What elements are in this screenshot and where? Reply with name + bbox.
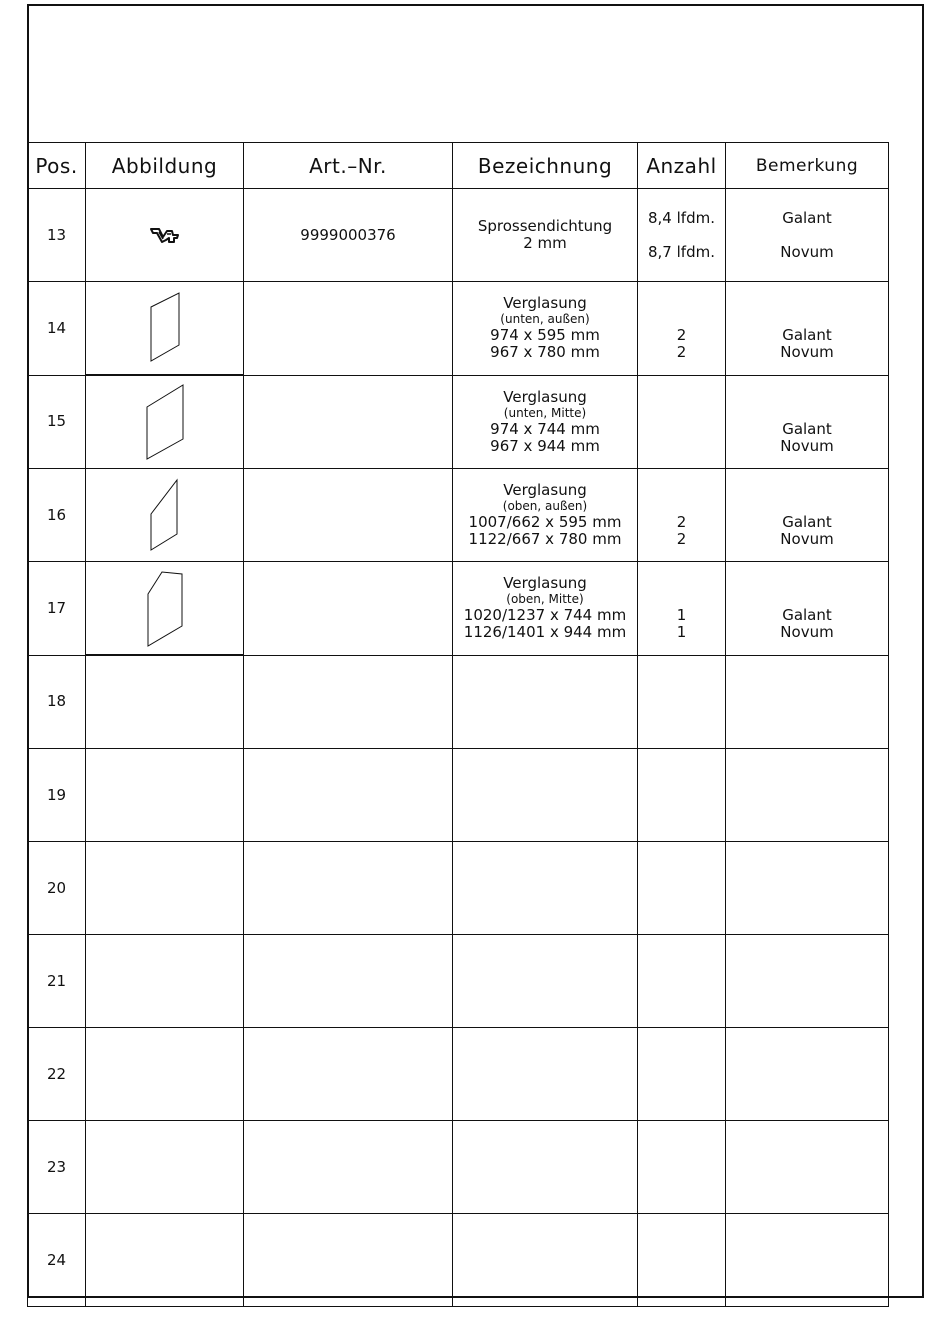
bez-title: Verglasung — [503, 574, 587, 593]
artnr-cell — [244, 469, 453, 562]
bez-dimension: 974 x 595 mm — [490, 326, 600, 345]
image-cell — [86, 1028, 244, 1121]
bemerkung-line: Galant — [782, 419, 832, 438]
bezeichnung-cell — [453, 469, 638, 562]
image-cell — [86, 749, 244, 842]
pos-cell: 22 — [28, 1028, 86, 1121]
bezeichnung-cell — [453, 749, 638, 842]
bez-line: 2 mm — [523, 234, 567, 252]
bemerkung-line: Galant — [782, 208, 832, 227]
bezeichnung-cell — [453, 562, 638, 656]
anzahl-cell — [638, 1214, 726, 1307]
image-cell — [86, 375, 244, 469]
bemerkung-cell — [726, 562, 889, 656]
pos-cell: 19 — [28, 749, 86, 842]
bemerkung-line: Novum — [780, 530, 834, 548]
bez-title: Verglasung — [503, 294, 587, 313]
image-cell — [86, 562, 244, 656]
table-row — [28, 842, 889, 935]
bemerkung-cell — [726, 1214, 889, 1307]
artnr-cell — [244, 375, 453, 469]
table-row — [28, 655, 889, 749]
anzahl-cell — [638, 749, 726, 842]
bez-dimension: 1020/1237 x 744 mm — [463, 606, 627, 625]
anzahl-cell — [638, 189, 726, 282]
bez-subtitle: (unten, Mitte) — [503, 405, 587, 420]
image-cell — [86, 935, 244, 1028]
bemerkung-cell — [726, 189, 889, 282]
anzahl-cell — [638, 282, 726, 376]
header-abbildung: Abbildung — [86, 143, 244, 189]
bezeichnung-cell — [453, 1214, 638, 1307]
bez-dimension: 974 x 744 mm — [490, 419, 600, 438]
pos-cell: 18 — [28, 655, 86, 749]
anzahl-line: 1 — [676, 623, 687, 642]
artnr-cell — [244, 935, 453, 1028]
bemerkung-line: Galant — [782, 513, 832, 531]
glass-pane-lower-outer-icon — [86, 291, 243, 365]
artnr-cell — [244, 1028, 453, 1121]
bezeichnung-cell — [453, 375, 638, 469]
anzahl-cell — [638, 1028, 726, 1121]
pos-cell: 16 — [28, 469, 86, 562]
artnr-cell — [244, 749, 453, 842]
bezeichnung-cell — [453, 1028, 638, 1121]
bez-subtitle: (oben, Mitte) — [506, 592, 584, 607]
bemerkung-line: Galant — [782, 606, 832, 625]
bemerkung-cell — [726, 842, 889, 935]
pos-cell: 14 — [28, 282, 86, 376]
bez-title: Verglasung — [503, 387, 587, 406]
bemerkung-cell — [726, 935, 889, 1028]
anzahl-line: 8,4 lfdm. — [648, 208, 715, 227]
table-row — [28, 562, 889, 656]
glass-pane-lower-middle-icon — [86, 383, 243, 461]
table-row — [28, 935, 889, 1028]
anzahl-line: 1 — [676, 606, 687, 625]
table-header-row — [28, 143, 889, 189]
bez-dimension: 967 x 780 mm — [490, 343, 600, 362]
anzahl-line: 2 — [676, 530, 687, 548]
bezeichnung-cell — [453, 189, 638, 282]
image-cell — [86, 1214, 244, 1307]
bezeichnung-cell — [453, 655, 638, 749]
bemerkung-cell — [726, 655, 889, 749]
bez-subtitle: (oben, außen) — [502, 499, 588, 513]
bemerkung-line: Novum — [780, 623, 834, 642]
artnr-cell: 9999000376 — [244, 189, 453, 282]
header-pos: Pos. — [28, 143, 86, 189]
pos-cell: 15 — [28, 375, 86, 469]
pos-cell: 17 — [28, 562, 86, 656]
artnr-cell — [244, 1121, 453, 1214]
table-row — [28, 189, 889, 282]
header-artnr: Art.–Nr. — [244, 143, 453, 189]
bezeichnung-cell — [453, 842, 638, 935]
bez-dimension: 1122/667 x 780 mm — [468, 530, 622, 548]
table-row — [28, 1028, 889, 1121]
bezeichnung-cell — [453, 282, 638, 376]
anzahl-cell — [638, 842, 726, 935]
glass-pane-upper-middle-icon — [86, 568, 243, 648]
anzahl-line: 2 — [676, 326, 687, 345]
seal-profile-icon — [86, 221, 243, 249]
artnr-cell — [244, 842, 453, 935]
bemerkung-cell — [726, 1121, 889, 1214]
anzahl-cell — [638, 469, 726, 562]
pos-cell: 23 — [28, 1121, 86, 1214]
bemerkung-cell — [726, 375, 889, 469]
header-bemerkung: Bemerkung — [726, 143, 889, 189]
pos-cell: 13 — [28, 189, 86, 282]
artnr-cell — [244, 1214, 453, 1307]
glass-pane-upper-outer-icon — [86, 476, 243, 554]
header-bezeichnung: Bezeichnung — [453, 143, 638, 189]
image-cell — [86, 1121, 244, 1214]
table-row — [28, 375, 889, 469]
image-cell — [86, 842, 244, 935]
table-row — [28, 282, 889, 376]
artnr-cell — [244, 655, 453, 749]
image-cell — [86, 655, 244, 749]
bemerkung-line: Novum — [780, 343, 834, 362]
bez-subtitle: (unten, außen) — [500, 312, 590, 327]
anzahl-line: 8,7 lfdm. — [648, 242, 715, 261]
bemerkung-cell — [726, 749, 889, 842]
bez-dimension: 967 x 944 mm — [490, 436, 600, 455]
anzahl-cell — [638, 562, 726, 656]
parts-table — [27, 142, 889, 1307]
bezeichnung-cell — [453, 935, 638, 1028]
bemerkung-line: Galant — [782, 326, 832, 345]
artnr-cell — [244, 562, 453, 656]
bez-title: Verglasung — [503, 481, 587, 499]
bez-line: Sprossendichtung — [477, 217, 613, 235]
pos-cell: 20 — [28, 842, 86, 935]
table-row — [28, 469, 889, 562]
anzahl-line: 2 — [676, 513, 687, 531]
pos-cell: 21 — [28, 935, 86, 1028]
header-anzahl: Anzahl — [638, 143, 726, 189]
artnr-cell — [244, 282, 453, 376]
anzahl-line: 2 — [676, 343, 687, 362]
bemerkung-cell — [726, 282, 889, 376]
bemerkung-line: Novum — [780, 242, 834, 261]
bemerkung-line: Novum — [780, 436, 834, 455]
image-cell — [86, 189, 244, 282]
anzahl-cell — [638, 655, 726, 749]
anzahl-cell — [638, 375, 726, 469]
bez-dimension: 1007/662 x 595 mm — [468, 513, 622, 531]
anzahl-cell — [638, 935, 726, 1028]
bez-dimension: 1126/1401 x 944 mm — [463, 623, 627, 642]
pos-cell: 24 — [28, 1214, 86, 1307]
image-cell — [86, 282, 244, 376]
bezeichnung-cell — [453, 1121, 638, 1214]
bemerkung-cell — [726, 1028, 889, 1121]
bemerkung-cell — [726, 469, 889, 562]
table-row — [28, 749, 889, 842]
anzahl-cell — [638, 1121, 726, 1214]
table-row — [28, 1214, 889, 1307]
table-row — [28, 1121, 889, 1214]
image-cell — [86, 469, 244, 562]
